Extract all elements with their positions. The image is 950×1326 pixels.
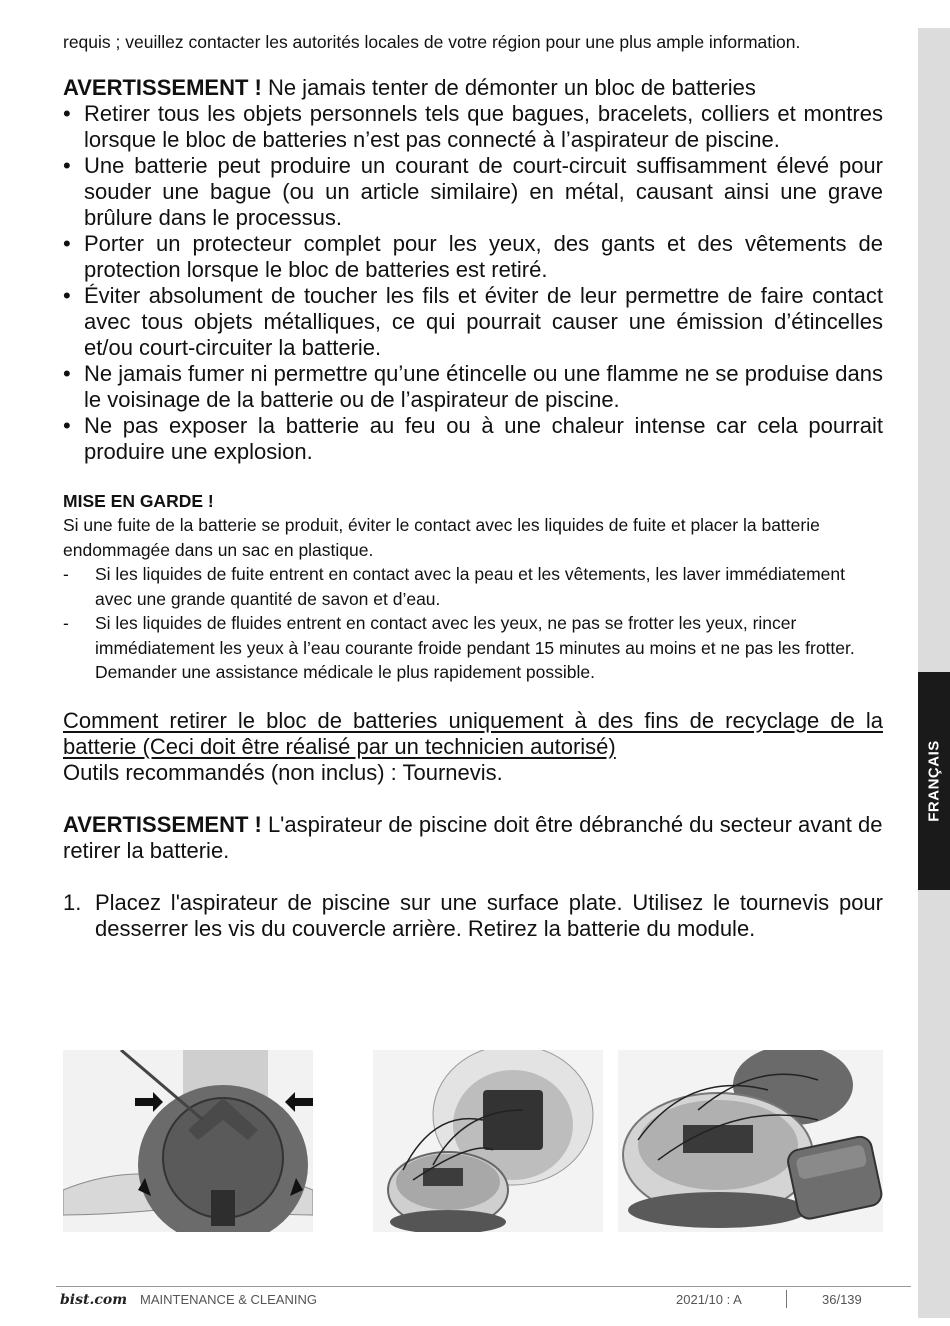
language-tab [918, 672, 950, 890]
bullet-item: • Ne pas exposer la batterie au feu ou à une chaleur intense car cela pourrait produire une explosion. [63, 413, 883, 465]
bullet-item: • Éviter absolument de toucher les fils et éviter de leur permettre de faire contact avec tous objets métalliques, ce qui pourrait causer une émission d’étincelles et/ou court-circuiter la batterie. [63, 283, 883, 361]
warning-battery-section [63, 75, 883, 465]
warning-text: L'aspirateur de piscine doit être débranché du secteur avant de retirer la batterie. [63, 811, 883, 863]
caution-title: MISE EN GARDE ! [63, 490, 214, 511]
removal-section [63, 708, 883, 786]
footer-brand: bist.com [60, 1292, 128, 1308]
footer-divider [786, 1290, 787, 1308]
step-photos [63, 1050, 883, 1232]
bullet-item: • Ne jamais fumer ni permettre qu’une étincelle ou une flamme ne se produise dans le voisinage de la batterie ou de l’aspirateur de piscine. [63, 361, 883, 413]
footer-section: MAINTENANCE & CLEANING [140, 1292, 317, 1307]
caution-section [63, 489, 883, 685]
step-text: Placez l'aspirateur de piscine sur une surface plate. Utilisez le tournevis pour desserrer les vis du couvercle arrière. Retirez la batterie du module. [95, 889, 883, 941]
footer-page-number: 36/139 [822, 1292, 862, 1307]
removal-heading: Comment retirer le bloc de batteries uniquement à des fins de recyclage de la batterie (Ceci doit être réalisé par un technicien autorisé) [63, 707, 883, 759]
removal-tools: Outils recommandés (non inclus) : Tournevis. [63, 759, 503, 785]
photo-battery-open [373, 1050, 603, 1232]
page-content [63, 30, 883, 942]
bullet-item: • Porter un protecteur complet pour les yeux, des gants et des vêtements de protection lorsque le bloc de batteries est retiré. [63, 231, 883, 283]
caution-item: - Si les liquides de fuite entrent en contact avec la peau et les vêtements, les laver immédiatement avec une grande quantité de savon et d’eau. [63, 562, 883, 611]
caution-text: Si une fuite de la batterie se produit, éviter le contact avec les liquides de fuite et placer la batterie endommagée dans un sac en plastique. [63, 515, 820, 560]
warning-label: AVERTISSEMENT ! [63, 74, 262, 100]
warning-label: AVERTISSEMENT ! [63, 811, 262, 837]
safety-bullet-list [63, 101, 883, 465]
photo-battery-removed [618, 1050, 883, 1232]
step-number: 1. [63, 889, 82, 915]
footer-rule [56, 1286, 911, 1287]
warning-text: Ne jamais tenter de démonter un bloc de batteries [261, 74, 756, 100]
intro-paragraph: requis ; veuillez contacter les autorités locales de votre région pour une plus ample information. [63, 32, 801, 52]
warning-unplug [63, 812, 883, 864]
warning-battery-line [63, 75, 883, 101]
bullet-item: • Retirer tous les objets personnels tels que bagues, bracelets, colliers et montres lorsque le bloc de batteries n’est pas connecté à l’aspirateur de piscine. [63, 101, 883, 153]
caution-item: - Si les liquides de fluides entrent en contact avec les yeux, ne pas se frotter les yeux, rincer immédiatement les yeux à l’eau courante froide pendant 15 minutes au moins et ne pas les frotter. Demander une assistance médicale le plus rapidement possible. [63, 611, 883, 685]
language-tab-label: FRANÇAIS [925, 740, 943, 822]
step-1 [63, 890, 883, 942]
footer-version: 2021/10 : A [676, 1292, 742, 1307]
caution-list [63, 562, 883, 685]
photo-back-cover [63, 1050, 313, 1232]
bullet-item: • Une batterie peut produire un courant de court-circuit suffisamment élevé pour souder une bague (ou un article similaire) en métal, causant ainsi une grave brûlure dans le processus. [63, 153, 883, 231]
